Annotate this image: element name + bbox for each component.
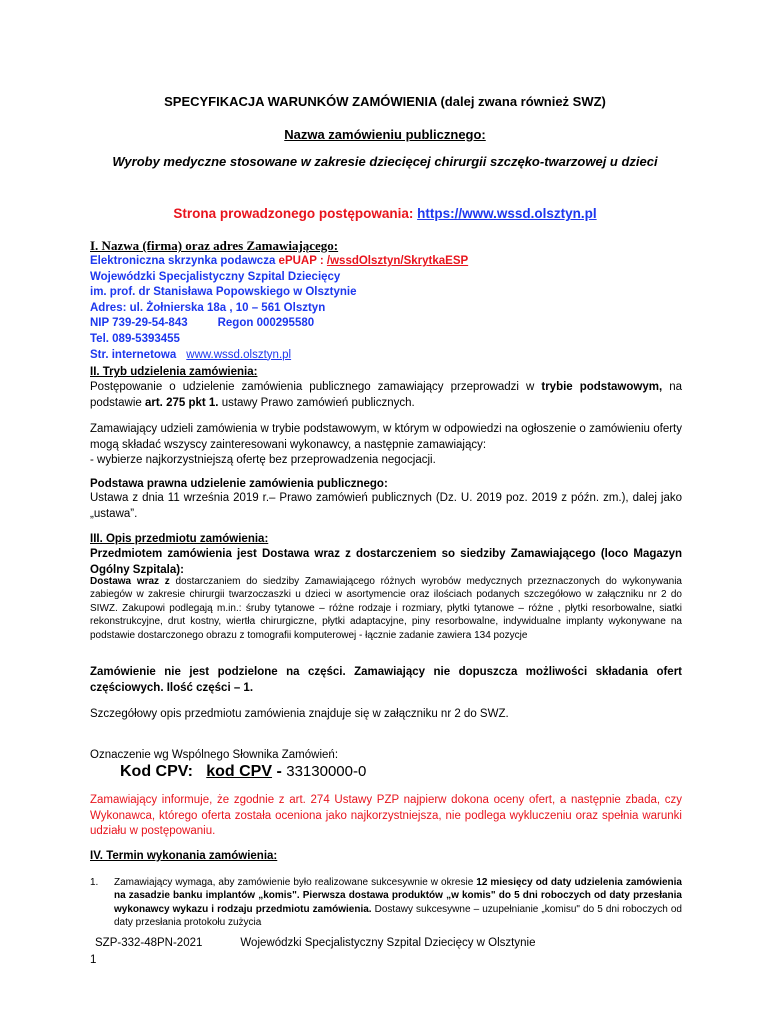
document-title: SPECYFIKACJA WARUNKÓW ZAMÓWIENIA (dalej zwana również SWZ) [164, 94, 606, 109]
section-2-heading: II. Tryb udzielenia zamówienia: [90, 366, 258, 378]
contract-description: Dostawa wraz z dostarczaniem do siedziby Zamawiającego różnych wyrobów medycznych przeznaczonych do wykonywania zabiegów w zakresie chirurgii twarzoczaszki u dzieci w asortymencie oraz ilościach podanych szczegółowo w załączniku nr 2 do SIWZ. Zakupowi podlegają m.in.: śruby tytanowe – różne rodzaje i rozmiary, płytki tytanowe – różne , płytki resorbowalne, siatki rekonstrukcyjne, drut kostny, wiertła chirurgiczne, płytki adaptacyjne, piny resorbowalne, indywidualne implanty wykonywane na podstawie dostarczonego obrazu z tomografii komputerowej - łącznie zadanie zawiera 134 pozycje [90, 576, 682, 641]
esp-link[interactable]: /wssdOlsztyn/SkrytkaESP [326, 255, 469, 267]
legal-basis-heading: Podstawa prawna udzielenie zamówienia publicznego: [90, 478, 388, 490]
contract-name-label: Nazwa zamówieniu publicznego: [284, 127, 486, 142]
cpv-code: 33130000-0 [286, 763, 367, 780]
website-link[interactable]: www.wssd.olsztyn.pl [186, 348, 292, 361]
list-item-text: Zamawiający wymaga, aby zamówienie było realizowane sukcesywnie w okresie 12 miesięcy od daty udzielenia zamówienia na zasadzie banku implantów „komis". Pierwsza dostawa produktów „w komis" do 5 dni roboczych od daty przesłania wykonawcy wykazu i rodzaju przedmiotu zamówienia. Dostawy sukcesywne – uzupełnianie „komisu" do 5 dni roboczych od daty przesłania protokołu zużycia [114, 877, 682, 929]
hospital-address: Adres: ul. Żołnierska 18a , 10 – 561 Olsztyn [90, 301, 326, 314]
list-item [90, 876, 682, 930]
parts-info: Zamówienie nie jest podzielone na części. Zamawiający nie dopuszcza możliwości składania ofert częściowych. Ilość części – 1. [90, 666, 682, 694]
proceedings-website-link[interactable]: https://www.wssd.olsztyn.pl [417, 206, 597, 221]
cpv-intro: Oznaczenie wg Wspólnego Słownika Zamówień: [90, 749, 339, 761]
cpv-label: Kod CPV: [120, 763, 193, 780]
footer-reference: SZP-332-48PN-2021 [95, 937, 203, 949]
legal-basis-text: Ustawa z dnia 11 września 2019 r.– Prawo zamówień publicznych (Dz. U. 2019 poz. 2019 z późn. zm.), dalej jako „ustawa”. [90, 492, 682, 520]
subject-of-contract: Przedmiotem zamówienia jest Dostawa wraz z dostarczeniem so siedziby Zamawiającego (loco Magazyn Ogólny Szpitala): [90, 548, 682, 576]
section-1-heading: I. Nazwa (firma) oraz adres Zamawiającego: [90, 238, 339, 253]
evaluation-notice: Zamawiający informuje, że zgodnie z art. 274 Ustawy PZP najpierw dokona oceny ofert, a następnie zbada, czy Wykonawca, którego oferta została oceniona jako najkorzystniejsza, nie podlega wykluczeniu oraz spełnia warunki udziału w postępowaniu. [90, 794, 682, 838]
page-number: 1 [90, 954, 97, 966]
footer-organization: Wojewódzki Specjalistyczny Szpital Dziecięcy w Olsztynie [240, 937, 536, 949]
hospital-patron: im. prof. dr Stanisława Popowskiego w Olsztynie [90, 286, 357, 299]
contracting-authority-details [90, 254, 468, 363]
cpv-link[interactable]: kod CPV [206, 763, 273, 780]
section-4-heading: IV. Termin wykonania zamówienia: [90, 850, 278, 862]
proceedings-website-label: Strona prowadzonego postępowania: [173, 206, 414, 221]
nip-regon: NIP 739-29-54-843 Regon 000295580 [90, 317, 315, 330]
page-footer [95, 937, 535, 949]
hospital-phone: Tel. 089-5393455 [90, 332, 180, 345]
cpv-line: Kod CPV: kod CPV - 33130000-0 [120, 763, 367, 780]
contract-subject: Wyroby medyczne stosowane w zakresie dziecięcej chirurgii szczęko-twarzowej u dzieci [112, 154, 658, 169]
proceedings-website [0, 206, 770, 221]
section-3-heading: III. Opis przedmiotu zamówienia: [90, 533, 269, 545]
hospital-name: Wojewódzki Specjalistyczny Szpital Dziecięcy [90, 270, 341, 283]
procedure-paragraph: Postępowanie o udzielenie zamówienia publicznego zamawiający przeprowadzi w trybie podstawowym, na podstawie art. 275 pkt 1. ustawy Prawo zamówień publicznych. [90, 381, 682, 409]
procedure-details: Zamawiający udzieli zamówienia w trybie podstawowym, w którym w odpowiedzi na ogłoszenie o zamówieniu oferty mogą składać wszyscy zainteresowani wykonawcy, a następnie zamawiający: - wybierze najkorzystniejszą ofertę bez przeprowadzenia negocjacji. [90, 423, 682, 467]
list-item-number: 1. [90, 877, 99, 888]
website-line: Str. internetowa www.wssd.olsztyn.pl [90, 348, 292, 361]
esp-line: Elektroniczna skrzynka podawcza ePUAP : /wssdOlsztyn/SkrytkaESP [90, 255, 469, 267]
detailed-description-note: Szczegółowy opis przedmiotu zamówienia znajduje się w załączniku nr 2 do SWZ. [90, 708, 509, 720]
